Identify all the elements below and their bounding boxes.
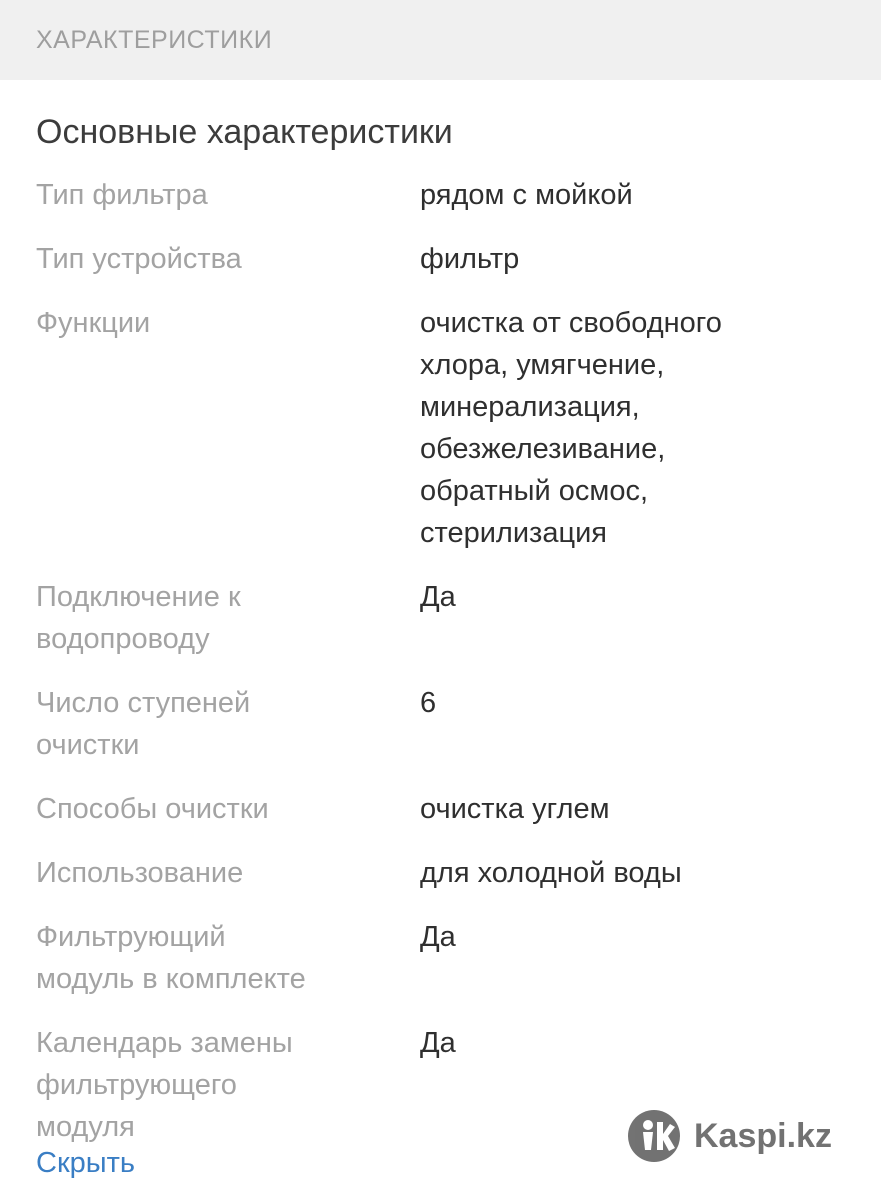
spec-value: Да (420, 581, 456, 613)
spec-label: Способы очистки (36, 793, 269, 825)
spec-row (36, 174, 856, 216)
spec-row (36, 682, 856, 766)
kaspi-watermark (628, 1110, 832, 1162)
spec-label: Подключение к водопроводу (36, 581, 241, 655)
spec-row (36, 302, 856, 554)
spec-value: Да (420, 1027, 456, 1059)
spec-label: Использование (36, 857, 244, 889)
section-header (0, 0, 881, 80)
hide-specs-link[interactable]: Скрыть (36, 1147, 135, 1179)
specs-list (36, 174, 856, 1170)
spec-value: рядом с мойкой (420, 179, 633, 211)
spec-label: Тип устройства (36, 243, 242, 275)
spec-row (36, 788, 856, 830)
spec-value: очистка от свободного хлора, умягчение, минерализация, обезжелезивание, обратный осмос, стерилизация (420, 307, 722, 549)
spec-value: Да (420, 921, 456, 953)
spec-row (36, 852, 856, 894)
spec-value: фильтр (420, 243, 520, 275)
spec-label: Фильтрующий модуль в комплекте (36, 921, 306, 995)
kaspi-logo-icon (628, 1110, 680, 1162)
spec-value: для холодной воды (420, 857, 682, 889)
spec-label: Функции (36, 307, 151, 339)
spec-label: Тип фильтра (36, 179, 208, 211)
spec-value: очистка углем (420, 793, 610, 825)
spec-row (36, 238, 856, 280)
section-title: ХАРАКТЕРИСТИКИ (36, 25, 273, 54)
spec-label: Календарь замены фильтрующего модуля (36, 1027, 293, 1143)
kaspi-brand: Kaspi.kz (694, 1116, 832, 1155)
spec-value: 6 (420, 687, 437, 719)
group-title: Основные характеристики (36, 113, 453, 151)
spec-label: Число ступеней очистки (36, 687, 251, 761)
spec-row (36, 916, 856, 1000)
spec-row (36, 576, 856, 660)
